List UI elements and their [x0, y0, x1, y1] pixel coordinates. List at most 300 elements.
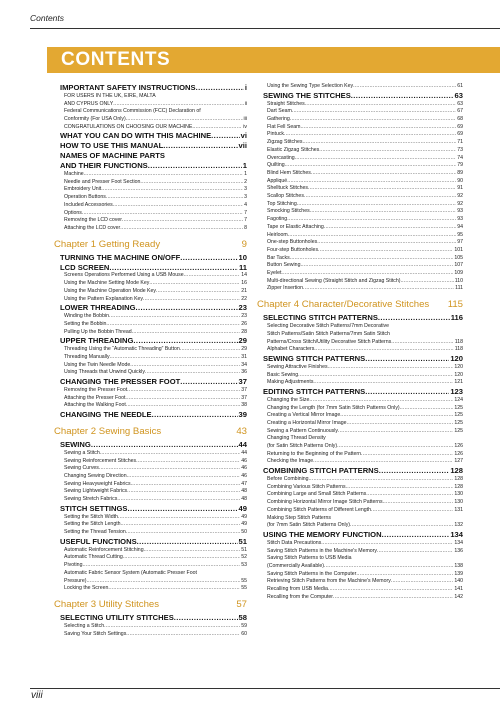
toc-entry[interactable]	[263, 405, 463, 413]
dot-leader	[91, 440, 238, 450]
toc-entry[interactable]	[263, 155, 463, 163]
toc-entry[interactable]	[60, 473, 247, 481]
toc-entry-title: Zigzag Stitches	[267, 139, 303, 146]
toc-entry-title: Making Adjustments	[267, 379, 314, 386]
toc-entry[interactable]	[263, 124, 463, 132]
toc-group	[60, 440, 247, 593]
toc-entry[interactable]	[263, 586, 463, 594]
toc-entry-title: AND THEIR FUNCTIONS	[60, 161, 148, 171]
toc-entry[interactable]	[60, 329, 247, 337]
toc-section-entry[interactable]	[60, 161, 247, 171]
toc-entry[interactable]	[60, 354, 247, 362]
toc-entry-page: 126	[454, 443, 463, 450]
toc-section-entry[interactable]	[60, 83, 247, 93]
toc-entry-title: Eyelet	[267, 270, 282, 277]
toc-entry-title: Sewing Stretch Fabrics	[64, 496, 118, 503]
toc-entry-title: Returning to the Beginning of the Pattern	[267, 450, 362, 457]
chapter-heading[interactable]	[54, 239, 247, 250]
toc-section-entry[interactable]	[263, 466, 463, 476]
toc-entry-page: 111	[455, 285, 463, 292]
toc-entry-title: Combining Horizontal Mirror Image Stitch Patterns	[267, 499, 383, 506]
dot-leader	[298, 372, 453, 380]
toc-entry-title: Federal Communications Commission (FCC) Declaration of	[64, 108, 201, 115]
toc-entry-page: 130	[454, 499, 463, 506]
toc-entry-title: Alphabet Characters	[267, 346, 315, 353]
toc-entry[interactable]	[60, 395, 247, 403]
toc-entry[interactable]	[60, 465, 247, 473]
toc-entry-title: Changing the Size	[267, 396, 310, 403]
dot-leader	[281, 270, 453, 278]
toc-entry[interactable]	[263, 178, 463, 186]
toc-entry[interactable]	[60, 585, 247, 593]
dot-leader	[319, 147, 456, 155]
toc-entry[interactable]	[263, 162, 463, 170]
dot-leader	[338, 428, 453, 436]
toc-entry[interactable]	[263, 420, 463, 428]
toc-entry[interactable]	[263, 397, 463, 405]
toc-entry[interactable]	[263, 548, 463, 556]
toc-entry-title: Straight Stitches	[267, 100, 305, 107]
toc-entry-page: 29	[241, 346, 247, 353]
toc-entry-title: USEFUL FUNCTIONS	[60, 536, 137, 546]
toc-entry-page: 67	[457, 108, 463, 115]
toc-entry-page: 120	[454, 371, 463, 378]
dot-leader	[126, 529, 240, 537]
toc-entry[interactable]	[60, 362, 247, 370]
dot-leader	[351, 91, 454, 101]
toc-entry-page: 63	[454, 90, 463, 100]
toc-entry[interactable]	[60, 529, 247, 537]
toc-entry-title: Flat Fell Seam	[267, 123, 301, 130]
toc-section-entry[interactable]	[60, 440, 247, 450]
chapter-heading[interactable]	[54, 426, 247, 437]
toc-entry[interactable]	[263, 428, 463, 436]
dot-leader	[292, 108, 456, 116]
toc-entry[interactable]	[60, 521, 247, 529]
toc-entry-page: 48	[241, 496, 247, 503]
dot-leader	[126, 116, 243, 124]
toc-entry[interactable]	[263, 476, 463, 484]
toc-entry-title: Setting the Stitch Width	[64, 513, 118, 520]
dot-leader	[371, 507, 453, 515]
toc-section-entry[interactable]	[60, 141, 247, 151]
toc-entry-title: Saving Your Stitch Settings	[64, 630, 127, 637]
toc-entry[interactable]	[263, 339, 463, 347]
toc-entry[interactable]	[263, 458, 463, 466]
toc-section-entry[interactable]	[60, 151, 247, 161]
toc-entry-page: 55	[241, 585, 247, 592]
dot-leader	[314, 346, 453, 354]
toc-entry-page: 58	[238, 612, 247, 622]
dot-leader	[127, 387, 240, 395]
toc-entry-page: 139	[454, 570, 463, 577]
dot-leader	[184, 272, 241, 280]
toc-entry-title: Before Combining	[267, 476, 309, 483]
toc-section-entry[interactable]	[263, 387, 463, 397]
toc-entry[interactable]	[263, 108, 463, 116]
toc-entry-title: Machine	[64, 171, 84, 178]
toc-entry-page: 38	[241, 402, 247, 409]
toc-section-entry[interactable]	[263, 530, 463, 540]
dot-leader	[317, 239, 456, 247]
toc-entry[interactable]	[263, 216, 463, 224]
toc-entry-page: 2	[244, 178, 247, 185]
toc-entry-title: Using the Twin Needle Mode	[64, 361, 131, 368]
toc-entry[interactable]	[60, 288, 247, 296]
toc-entry[interactable]	[60, 496, 247, 504]
toc-entry-title: Creating a Vertical Mirror Image	[267, 412, 341, 419]
toc-entry-title: Elastic Zigzag Stitches	[267, 146, 320, 153]
toc-entry[interactable]	[60, 217, 247, 225]
toc-entry[interactable]	[263, 379, 463, 387]
dot-leader	[82, 562, 240, 570]
toc-entry[interactable]	[60, 402, 247, 410]
toc-entry[interactable]	[60, 93, 247, 101]
toc-entry-page: 91	[457, 185, 463, 192]
toc-entry[interactable]	[60, 578, 247, 586]
toc-entry-page: iii	[243, 116, 247, 123]
toc-entry[interactable]	[60, 179, 247, 187]
toc-entry-title: Conformity (For USA Only)	[64, 116, 126, 123]
dot-leader	[130, 362, 240, 370]
toc-entry[interactable]	[263, 116, 463, 124]
toc-entry[interactable]	[263, 484, 463, 492]
toc-entry-page: 127	[454, 458, 463, 465]
toc-entry-title: Stitch Data Precautions	[267, 539, 322, 546]
toc-entry-title: UPPER THREADING	[60, 336, 134, 346]
chapter-page: 9	[241, 238, 247, 250]
toc-entry-title: Included Accessories	[64, 201, 113, 208]
toc-entry-title: Pressure)	[64, 577, 87, 584]
dot-leader	[300, 124, 456, 132]
chapter-heading[interactable]	[54, 599, 247, 610]
dot-leader	[309, 397, 453, 405]
dot-leader	[340, 412, 453, 420]
dot-leader	[297, 201, 457, 209]
toc-entry-page: 23	[241, 313, 247, 320]
toc-entry[interactable]	[263, 285, 463, 293]
toc-section-entry[interactable]	[60, 377, 247, 387]
toc-entry-page: 130	[454, 491, 463, 498]
toc-entry[interactable]	[263, 499, 463, 507]
toc-entry-title: Sewing Heavyweight Fabrics	[64, 480, 131, 487]
dot-leader	[145, 369, 240, 377]
toc-group	[60, 253, 247, 420]
toc-entry-title: Blind Hem Stitches	[267, 169, 311, 176]
dot-leader	[109, 263, 238, 273]
toc-entry-title: Smocking Stitches	[267, 208, 310, 215]
toc-entry-page: ii	[244, 100, 247, 107]
toc-entry[interactable]	[263, 594, 463, 602]
chapter-heading[interactable]	[257, 299, 463, 310]
toc-entry-page: 44	[238, 439, 247, 449]
toc-entry[interactable]	[60, 194, 247, 202]
toc-entry[interactable]	[263, 578, 463, 586]
dot-leader	[287, 216, 456, 224]
toc-entry-page: 126	[454, 450, 463, 457]
dot-leader	[391, 578, 454, 586]
toc-entry[interactable]	[263, 232, 463, 240]
toc-entry[interactable]	[263, 170, 463, 178]
toc-entry[interactable]	[263, 571, 463, 579]
toc-entry-title: HOW TO USE THIS MANUAL	[60, 141, 164, 151]
toc-entry-page: 46	[241, 457, 247, 464]
toc-entry-page: 46	[241, 465, 247, 472]
toc-entry[interactable]	[263, 540, 463, 548]
toc-entry[interactable]	[263, 193, 463, 201]
toc-entry-page: 49	[241, 521, 247, 528]
toc-entry[interactable]	[263, 443, 463, 451]
toc-entry[interactable]	[263, 507, 463, 515]
toc-entry[interactable]	[263, 147, 463, 155]
toc-entry-title: Sewing Reinforcement Stitches	[64, 457, 137, 464]
toc-entry-page: 49	[238, 503, 247, 513]
toc-entry-page: 134	[450, 529, 463, 539]
toc-entry-page: 60	[241, 630, 247, 637]
toc-entry-page: 1	[242, 161, 247, 171]
dot-leader	[300, 262, 453, 270]
toc-entry[interactable]	[263, 522, 463, 530]
toc-entry-page: 14	[241, 272, 247, 279]
dot-leader	[382, 530, 450, 540]
toc-entry[interactable]	[60, 631, 247, 639]
toc-entry[interactable]	[263, 247, 463, 255]
toc-entry-title: LCD SCREEN	[60, 262, 110, 272]
toc-entry[interactable]	[263, 346, 463, 354]
toc-entry-page: 37	[241, 386, 247, 393]
toc-entry[interactable]	[60, 171, 247, 179]
dot-leader	[152, 410, 238, 420]
dot-leader	[106, 194, 243, 202]
toc-entry-title: Fagoting	[267, 216, 288, 223]
toc-entry[interactable]	[60, 547, 247, 555]
toc-entry[interactable]	[60, 186, 247, 194]
toc-entry-title: Dart Seam	[267, 108, 292, 115]
toc-entry-page: 79	[457, 162, 463, 169]
toc-entry[interactable]	[60, 481, 247, 489]
toc-entry[interactable]	[60, 202, 247, 210]
toc-entry[interactable]	[263, 435, 463, 443]
toc-entry-page: 124	[454, 396, 463, 403]
toc-entry-title: LOWER THREADING	[60, 303, 136, 313]
toc-entry-page: 55	[241, 577, 247, 584]
toc-entry-page: 120	[454, 363, 463, 370]
toc-entry-title: Removing the LCD cover	[64, 217, 122, 224]
toc-section-entry[interactable]	[60, 410, 247, 420]
toc-entry[interactable]	[60, 488, 247, 496]
dot-leader	[140, 179, 243, 187]
toc-entry-title: (for Satin Stitch Patterns Only)	[267, 443, 338, 450]
toc-entry[interactable]	[263, 208, 463, 216]
toc-group	[263, 313, 463, 601]
toc-entry-page: 31	[241, 353, 247, 360]
toc-entry[interactable]	[263, 563, 463, 571]
toc-entry-title: Using the Sewing Type Selection Key	[267, 83, 354, 89]
toc-entry[interactable]	[263, 201, 463, 209]
toc-entry[interactable]	[263, 372, 463, 380]
toc-entry[interactable]	[263, 331, 463, 339]
toc-entry-page: 4	[244, 201, 247, 208]
toc-entry[interactable]	[60, 369, 247, 377]
dot-leader	[106, 321, 240, 329]
dot-leader	[211, 131, 239, 141]
toc-entry[interactable]	[263, 555, 463, 563]
toc-entry[interactable]	[60, 562, 247, 570]
toc-entry[interactable]	[60, 124, 247, 132]
toc-entry-page: 39	[238, 410, 247, 420]
dot-leader	[378, 313, 450, 323]
toc-section-entry[interactable]	[60, 537, 247, 547]
toc-entry-page: 73	[457, 146, 463, 153]
toc-entry-title: Creating a Horizontal Mirror Image	[267, 419, 347, 426]
dot-leader	[295, 155, 457, 163]
toc-entry[interactable]	[60, 225, 247, 233]
dot-leader	[302, 139, 456, 147]
toc-entry-page: 1	[244, 171, 247, 178]
toc-entry[interactable]	[60, 210, 247, 218]
toc-section-entry[interactable]	[60, 263, 247, 273]
toc-entry-page: 125	[454, 419, 463, 426]
toc-entry-page: iv	[243, 123, 247, 130]
toc-entry-title: Saving Stitch Patterns in the Computer	[267, 570, 357, 577]
toc-entry[interactable]	[263, 83, 463, 91]
toc-entry[interactable]	[263, 185, 463, 193]
toc-entry[interactable]	[60, 514, 247, 522]
toc-entry-page: 101	[454, 246, 463, 253]
dot-leader	[284, 131, 456, 139]
toc-entry-page: 3	[244, 186, 247, 193]
toc-entry-page: 29	[238, 336, 247, 346]
page-number: viii	[31, 690, 43, 701]
toc-entry[interactable]	[60, 321, 247, 329]
dot-leader	[310, 208, 457, 216]
toc-entry[interactable]	[60, 450, 247, 458]
toc-entry-title: COMBINING STITCH PATTERNS	[263, 466, 379, 476]
toc-section-entry[interactable]	[60, 336, 247, 346]
toc-entry-page: 68	[457, 116, 463, 123]
toc-entry-title: Button Sewing	[267, 262, 301, 269]
toc-entry[interactable]	[263, 270, 463, 278]
toc-entry-title: Threading Using the “Automatic Threading” Button	[64, 346, 180, 353]
toc-entry-page: 125	[454, 427, 463, 434]
toc-entry-title: Locking the Screen	[64, 585, 109, 592]
toc-entry[interactable]	[60, 570, 247, 578]
toc-entry-title: Threading Manually	[64, 353, 110, 360]
chapter-page: 57	[236, 598, 247, 610]
toc-entry-title: Pivoting	[64, 562, 83, 569]
toc-entry-page: 48	[241, 488, 247, 495]
toc-entry-page: 92	[457, 193, 463, 200]
toc-entry-page: 128	[450, 466, 463, 476]
toc-entry-page: 110	[454, 277, 463, 284]
toc-entry-title: TURNING THE MACHINE ON/OFF	[60, 252, 181, 262]
toc-entry-page: 128	[454, 476, 463, 483]
toc-entry[interactable]	[60, 116, 247, 124]
dot-leader	[84, 171, 244, 179]
toc-entry[interactable]	[263, 412, 463, 420]
toc-entry[interactable]	[60, 108, 247, 116]
toc-entry[interactable]	[263, 364, 463, 372]
toc-entry[interactable]	[60, 346, 247, 354]
chapter-title: Chapter 4 Character/Decorative Stitches	[257, 299, 430, 311]
toc-section-entry[interactable]	[263, 354, 463, 364]
toc-entry[interactable]	[263, 131, 463, 139]
header-rule	[30, 28, 500, 29]
toc-entry-title: Sewing a Pattern Continuously	[267, 427, 338, 434]
toc-entry-title: SEWING	[60, 439, 91, 449]
toc-entry[interactable]	[263, 262, 463, 270]
toc-section-entry[interactable]	[60, 504, 247, 514]
toc-entry-title: SEWING THE STITCHES	[263, 90, 351, 100]
toc-entry[interactable]	[60, 101, 247, 109]
dot-leader	[324, 224, 456, 232]
toc-entry-title: Attaching the Walking Foot	[64, 402, 126, 409]
dot-leader	[131, 481, 241, 489]
toc-entry[interactable]	[263, 278, 463, 286]
toc-section-entry[interactable]	[60, 131, 247, 141]
toc-entry[interactable]	[263, 451, 463, 459]
toc-entry-title: Combining Various Stitch Patterns	[267, 483, 346, 490]
toc-entry[interactable]	[60, 623, 247, 631]
footer-rule	[30, 688, 500, 689]
toc-entry[interactable]	[263, 491, 463, 499]
dot-leader	[120, 225, 243, 233]
toc-entry-title: Automatic Reinforcement Stitching	[64, 546, 144, 553]
toc-entry[interactable]	[263, 515, 463, 523]
dot-leader	[361, 451, 453, 459]
toc-entry[interactable]	[263, 323, 463, 331]
dot-leader	[110, 354, 241, 362]
toc-section-entry[interactable]	[263, 313, 463, 323]
dot-leader	[328, 364, 454, 372]
toc-entry[interactable]	[263, 224, 463, 232]
toc-entry-title: Setting the Thread Tension	[64, 529, 126, 536]
toc-entry[interactable]	[60, 280, 247, 288]
toc-entry-title: Needle and Presser Foot Section	[64, 178, 141, 185]
toc-section-entry[interactable]	[60, 303, 247, 313]
toc-entry-title: Options	[64, 209, 82, 216]
toc-entry-title: Appliqué	[267, 177, 288, 184]
toc-entry-title: Saving Stitch Patterns in the Machine's Memory	[267, 547, 377, 554]
toc-entry[interactable]	[60, 272, 247, 280]
chapter-page: 115	[447, 299, 463, 311]
toc-entry[interactable]	[60, 387, 247, 395]
toc-entry-page: 37	[241, 394, 247, 401]
toc-section-entry[interactable]	[60, 613, 247, 623]
toc-entry[interactable]	[263, 139, 463, 147]
toc-entry[interactable]	[60, 313, 247, 321]
toc-entry-page: 93	[457, 216, 463, 223]
toc-entry[interactable]	[263, 239, 463, 247]
toc-entry[interactable]	[263, 255, 463, 263]
dot-leader	[127, 473, 241, 481]
toc-entry-page: 50	[241, 529, 247, 536]
dot-leader	[346, 484, 454, 492]
toc-entry[interactable]	[60, 296, 247, 304]
toc-entry[interactable]	[60, 458, 247, 466]
toc-section-entry[interactable]	[60, 253, 247, 263]
toc-entry-page: 7	[244, 209, 247, 216]
dot-leader	[353, 83, 456, 91]
toc-entry-page: 7	[244, 217, 247, 224]
toc-entry[interactable]	[263, 101, 463, 109]
chapter-title: Chapter 3 Utility Stitches	[54, 598, 160, 610]
toc-right-column	[257, 83, 463, 602]
toc-entry-title: Four-step Buttonholes	[267, 246, 319, 253]
toc-section-entry[interactable]	[263, 91, 463, 101]
dot-leader	[401, 278, 454, 286]
toc-entry[interactable]	[60, 554, 247, 562]
